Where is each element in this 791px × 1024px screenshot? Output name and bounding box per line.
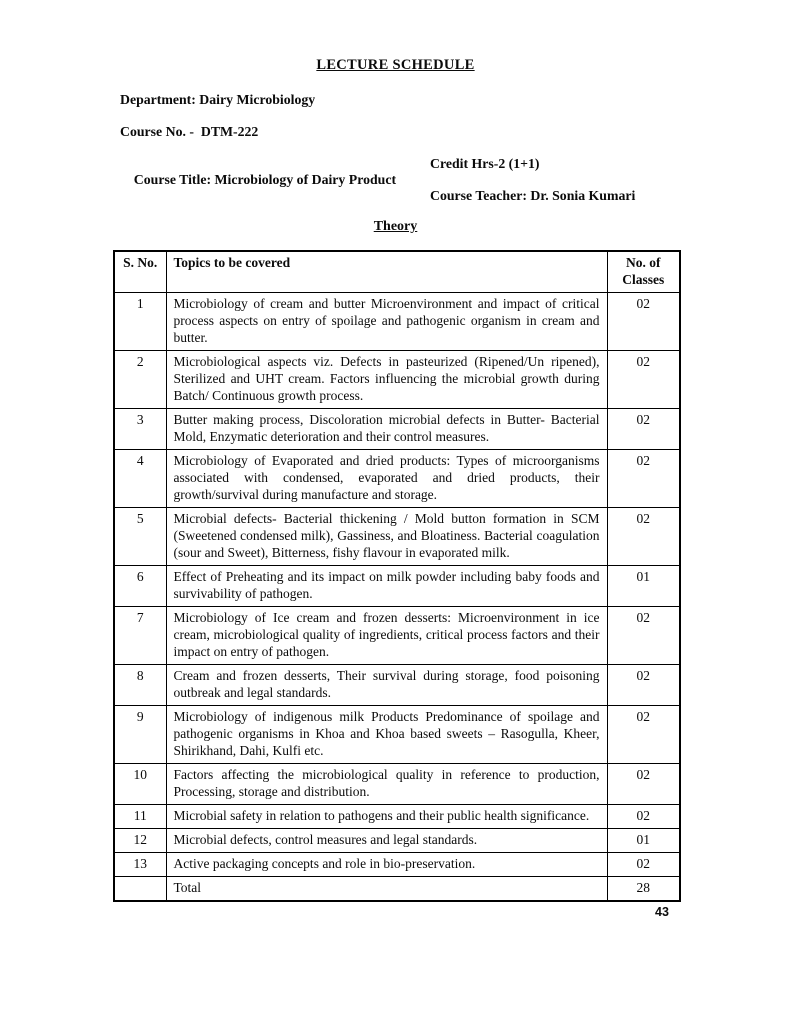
topic-cell: Microbiology of indigenous milk Products Predominance of spoilage and pathogenic organisms in Khoa and Khoa based sweets – Rasogulla, Kheer, Shirikhand, Dahi, Kulfi etc. <box>166 706 607 764</box>
classes-cell: 02 <box>607 508 680 566</box>
classes-cell: 02 <box>607 409 680 450</box>
table-row <box>114 853 680 877</box>
table-row <box>114 829 680 853</box>
table-row <box>114 351 680 409</box>
topic-cell: Total <box>166 877 607 902</box>
credit-hours-label: Credit Hrs-2 (1+1) <box>430 156 540 171</box>
topic-cell: Active packaging concepts and role in bio-preservation. <box>166 853 607 877</box>
table-row <box>114 665 680 706</box>
classes-cell: 02 <box>607 764 680 805</box>
page-number: 43 <box>655 905 669 919</box>
topic-cell: Microbiology of Evaporated and dried products: Types of microorganisms associated with condensed, evaporated and dried products, their growth/survival during manufacture and storage. <box>166 450 607 508</box>
col-header-topics: Topics to be covered <box>166 251 607 293</box>
sno-cell: 12 <box>114 829 166 853</box>
col-header-sno: S. No. <box>114 251 166 293</box>
topic-cell: Microbiological aspects viz. Defects in pasteurized (Ripened/Un ripened), Sterilized and UHT cream. Factors influencing the microbial growth during Batch/ Continuous growth process. <box>166 351 607 409</box>
table-row <box>114 293 680 351</box>
sno-cell: 11 <box>114 805 166 829</box>
table-body <box>114 293 680 902</box>
table-row <box>114 409 680 450</box>
classes-cell: 01 <box>607 566 680 607</box>
sno-cell: 2 <box>114 351 166 409</box>
sno-cell <box>114 877 166 902</box>
sno-cell: 3 <box>114 409 166 450</box>
classes-cell: 02 <box>607 853 680 877</box>
department-line: Department: Dairy Microbiology <box>120 92 316 107</box>
classes-cell: 02 <box>607 450 680 508</box>
table-row <box>114 566 680 607</box>
table-header-row <box>114 251 680 293</box>
classes-cell: 02 <box>607 351 680 409</box>
topic-cell: Cream and frozen desserts, Their survival during storage, food poisoning outbreak and legal standards. <box>166 665 607 706</box>
sno-cell: 5 <box>114 508 166 566</box>
topic-cell: Butter making process, Discoloration microbial defects in Butter- Bacterial Mold, Enzymatic deterioration and their control measures. <box>166 409 607 450</box>
sno-cell: 13 <box>114 853 166 877</box>
topic-cell: Microbiology of Ice cream and frozen desserts: Microenvironment in ice cream, microbiological quality of ingredients, critical process factors and their impact on entry of pathogen. <box>166 607 607 665</box>
course-no-line: Course No. - DTM-222 <box>120 124 259 139</box>
sno-cell: 10 <box>114 764 166 805</box>
table-row <box>114 706 680 764</box>
table-row <box>114 805 680 829</box>
classes-cell: 28 <box>607 877 680 902</box>
classes-cell: 02 <box>607 805 680 829</box>
topic-cell: Microbiology of cream and butter Microenvironment and impact of critical process aspects on entry of spoilage and pathogenic organism in cream and butter. <box>166 293 607 351</box>
table-row <box>114 764 680 805</box>
classes-cell: 02 <box>607 607 680 665</box>
topic-cell: Effect of Preheating and its impact on milk powder including baby foods and survivability of pathogen. <box>166 566 607 607</box>
classes-cell: 01 <box>607 829 680 853</box>
page-title: LECTURE SCHEDULE <box>316 57 475 73</box>
sno-cell: 8 <box>114 665 166 706</box>
sno-cell: 4 <box>114 450 166 508</box>
lecture-schedule-table <box>113 250 681 902</box>
topic-cell: Microbial defects- Bacterial thickening / Mold button formation in SCM (Sweetened condensed milk), Gassiness, and Bloatiness. Bacterial coagulation (sour and Sweet), Bitterness, fishy flavour in evaporated milk. <box>166 508 607 566</box>
topic-cell: Microbial safety in relation to pathogens and their public health significance. <box>166 805 607 829</box>
classes-cell: 02 <box>607 293 680 351</box>
sno-cell: 7 <box>114 607 166 665</box>
col-header-classes: No. of Classes <box>607 251 680 293</box>
table-row <box>114 450 680 508</box>
table-row <box>114 508 680 566</box>
classes-cell: 02 <box>607 706 680 764</box>
course-title-row <box>120 156 731 220</box>
topic-cell: Factors affecting the microbiological quality in reference to production, Processing, storage and distribution. <box>166 764 607 805</box>
topic-cell: Microbial defects, control measures and legal standards. <box>166 829 607 853</box>
course-teacher-line: Course Teacher: Dr. Sonia Kumari <box>430 188 636 203</box>
table-row <box>114 607 680 665</box>
section-heading-theory: Theory <box>373 219 418 234</box>
classes-cell: 02 <box>607 665 680 706</box>
total-row <box>114 877 680 902</box>
sno-cell: 9 <box>114 706 166 764</box>
sno-cell: 1 <box>114 293 166 351</box>
sno-cell: 6 <box>114 566 166 607</box>
course-title-line: Course Title: Microbiology of Dairy Product <box>133 172 397 187</box>
